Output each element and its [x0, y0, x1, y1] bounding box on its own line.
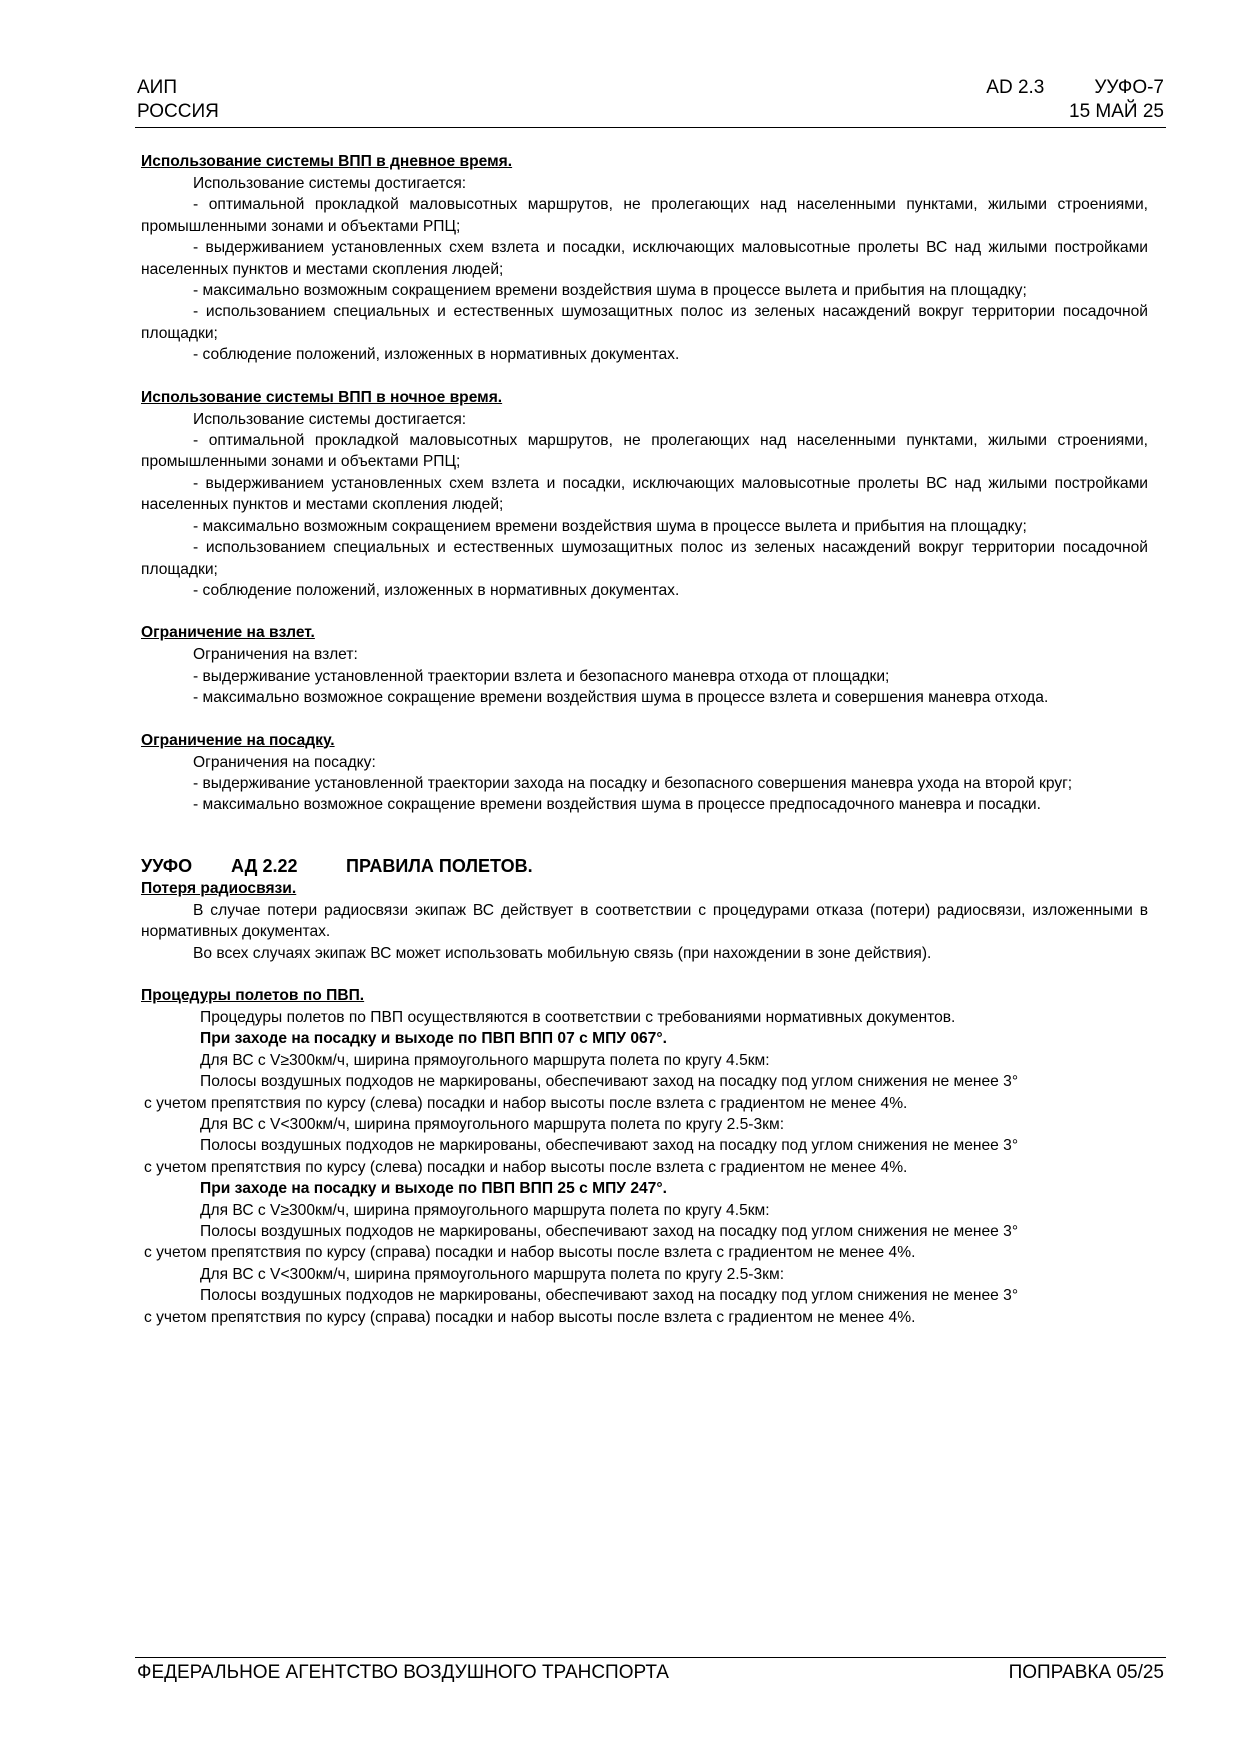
vfr-rwy25-fast-cont: с учетом препятствия по курсу (справа) посадки и набор высоты после взлета с градиентом не менее 4%. — [144, 1244, 916, 1262]
spacer — [141, 709, 1148, 730]
vfr-rwy07-slow-cont: с учетом препятствия по курсу (слева) посадки и набор высоты после взлета с градиентом не менее 4%. — [144, 1158, 908, 1176]
vfr-rwy07-fast-text: Полосы воздушных подходов не маркированы, обеспечивают заход на посадку под углом снижения не менее 3° — [200, 1073, 1019, 1091]
header-codes — [986, 76, 1164, 100]
landing-item: - выдерживание установленной траектории захода на посадку и безопасного совершения маневра ухода на второй круг; — [193, 774, 1073, 792]
landing-intro: Ограничения на посадку: — [193, 753, 376, 771]
vfr-rwy07-heading: При заходе на посадку и выходе по ПВП ВПП 07 с МПУ 067°. — [200, 1030, 667, 1048]
day-item: - оптимальной прокладкой маловысотных маршрутов, не пролегающих над населенными пунктами, жилыми строениями, промышленными зонами и объектами РПЦ; — [141, 196, 1148, 235]
section-title-landing: Ограничение на посадку. — [141, 731, 335, 749]
header-aip: АИП — [137, 77, 177, 98]
section-title-radio: Потеря радиосвязи. — [141, 879, 297, 897]
rules-title: ПРАВИЛА ПОЛЕТОВ. — [346, 855, 533, 876]
vfr-rwy07-slow-text: Полосы воздушных подходов не маркированы, обеспечивают заход на посадку под углом снижения не менее 3° — [200, 1137, 1019, 1155]
page-footer — [137, 1661, 1164, 1685]
header-page-code: УУФО-7 — [1094, 77, 1164, 98]
night-item: - оптимальной прокладкой маловысотных маршрутов, не пролегающих над населенными пунктами, жилыми строениями, промышленными зонами и объектами РПЦ; — [141, 432, 1148, 471]
radio-paragraph: В случае потери радиосвязи экипаж ВС действует в соответствии с процедурами отказа (потери) радиосвязи, изложенными в нормативных документах. — [141, 901, 1148, 941]
night-item: - использованием специальных и естественных шумозащитных полос из зеленых насаждений вокруг территории посадочной площадки; — [141, 539, 1148, 578]
day-item: - выдерживанием установленных схем взлета и посадки, исключающих маловысотные пролеты ВС над жилыми постройками населенных пунктов и местами скопления людей; — [141, 239, 1148, 278]
vfr-rwy25-slow-line: Для ВС с V<300км/ч, ширина прямоугольного маршрута полета по кругу 2.5-3км: — [200, 1265, 785, 1283]
vfr-rwy07-fast-line: Для ВС с V≥300км/ч, ширина прямоугольного маршрута полета по кругу 4.5км: — [200, 1051, 770, 1069]
takeoff-intro: Ограничения на взлет: — [193, 646, 358, 664]
vfr-rwy25-slow-text: Полосы воздушных подходов не маркированы, обеспечивают заход на посадку под углом снижения не менее 3° — [200, 1287, 1019, 1305]
footer-divider — [135, 1657, 1166, 1658]
spacer — [141, 816, 1148, 854]
landing-item: - максимально возможное сокращение времени воздействия шума в процессе предпосадочного маневра и посадки. — [193, 796, 1041, 814]
page-header — [137, 76, 1164, 124]
header-section-code: AD 2.3 — [986, 77, 1045, 98]
section-title-day: Использование системы ВПП в дневное время. — [141, 153, 513, 170]
night-intro: Использование системы достигается: — [193, 410, 467, 428]
spacer — [141, 366, 1148, 387]
section-title-takeoff: Ограничение на взлет. — [141, 624, 315, 642]
spacer — [141, 601, 1148, 622]
header-country: РОССИЯ — [137, 101, 219, 122]
vfr-rwy25-slow-cont: с учетом препятствия по курсу (справа) посадки и набор высоты после взлета с градиентом не менее 4%. — [144, 1308, 916, 1326]
rules-section: АД 2.22 — [231, 855, 298, 876]
vfr-rwy07-fast-cont: с учетом препятствия по курсу (слева) посадки и набор высоты после взлета с градиентом не менее 4%. — [144, 1094, 908, 1112]
section-title-vfr: Процедуры полетов по ПВП. — [141, 986, 365, 1004]
vfr-procedures — [141, 1007, 1148, 1328]
header-divider — [135, 127, 1166, 128]
vfr-intro: Процедуры полетов по ПВП осуществляются в соответствии с требованиями нормативных документов. — [200, 1008, 956, 1026]
takeoff-item: - максимально возможное сокращение времени воздействия шума в процессе взлета и совершения маневра отхода. — [193, 689, 1049, 707]
day-item: - максимально возможным сокращением времени воздействия шума в процессе вылета и прибытия на площадку; — [193, 282, 1027, 300]
vfr-rwy25-heading: При заходе на посадку и выходе по ПВП ВПП 25 с МПУ 247°. — [200, 1180, 667, 1198]
spacer — [141, 964, 1148, 985]
footer-agency: ФЕДЕРАЛЬНОЕ АГЕНТСТВО ВОЗДУШНОГО ТРАНСПОРТА — [137, 1662, 669, 1683]
footer-amendment: ПОПРАВКА 05/25 — [1008, 1662, 1164, 1683]
night-item: - максимально возможным сокращением времени воздействия шума в процессе вылета и прибытия на площадку; — [193, 517, 1027, 535]
night-item: - выдерживанием установленных схем взлета и посадки, исключающих маловысотные пролеты ВС над жилыми постройками населенных пунктов и местами скопления людей; — [141, 474, 1148, 514]
header-date: 15 МАЙ 25 — [1069, 101, 1164, 122]
vfr-rwy07-slow-line: Для ВС с V<300км/ч, ширина прямоугольного маршрута полета по кругу 2.5-3км: — [200, 1116, 785, 1133]
day-item: - использованием специальных и естественных шумозащитных полос из зеленых насаждений вокруг территории посадочной площадки; — [141, 303, 1148, 342]
radio-paragraph: Во всех случаях экипаж ВС может использовать мобильную связь (при нахождении в зоне действия). — [193, 944, 932, 962]
night-item: - соблюдение положений, изложенных в нормативных документах. — [193, 581, 680, 599]
section-title-night: Использование системы ВПП в ночное время. — [141, 388, 503, 406]
rules-heading — [141, 854, 1148, 878]
day-item: - соблюдение положений, изложенных в нормативных документах. — [193, 346, 680, 364]
takeoff-item: - выдерживание установленной траектории взлета и безопасного маневра отхода от площадки; — [193, 667, 890, 685]
day-intro: Использование системы достигается: — [193, 175, 467, 192]
vfr-rwy25-fast-text: Полосы воздушных подходов не маркированы, обеспечивают заход на посадку под углом снижения не менее 3° — [200, 1223, 1019, 1241]
rules-code: УУФО — [141, 855, 193, 876]
vfr-rwy25-fast-line: Для ВС с V≥300км/ч, ширина прямоугольного маршрута полета по кругу 4.5км: — [200, 1201, 770, 1219]
page-body — [141, 151, 1148, 1328]
